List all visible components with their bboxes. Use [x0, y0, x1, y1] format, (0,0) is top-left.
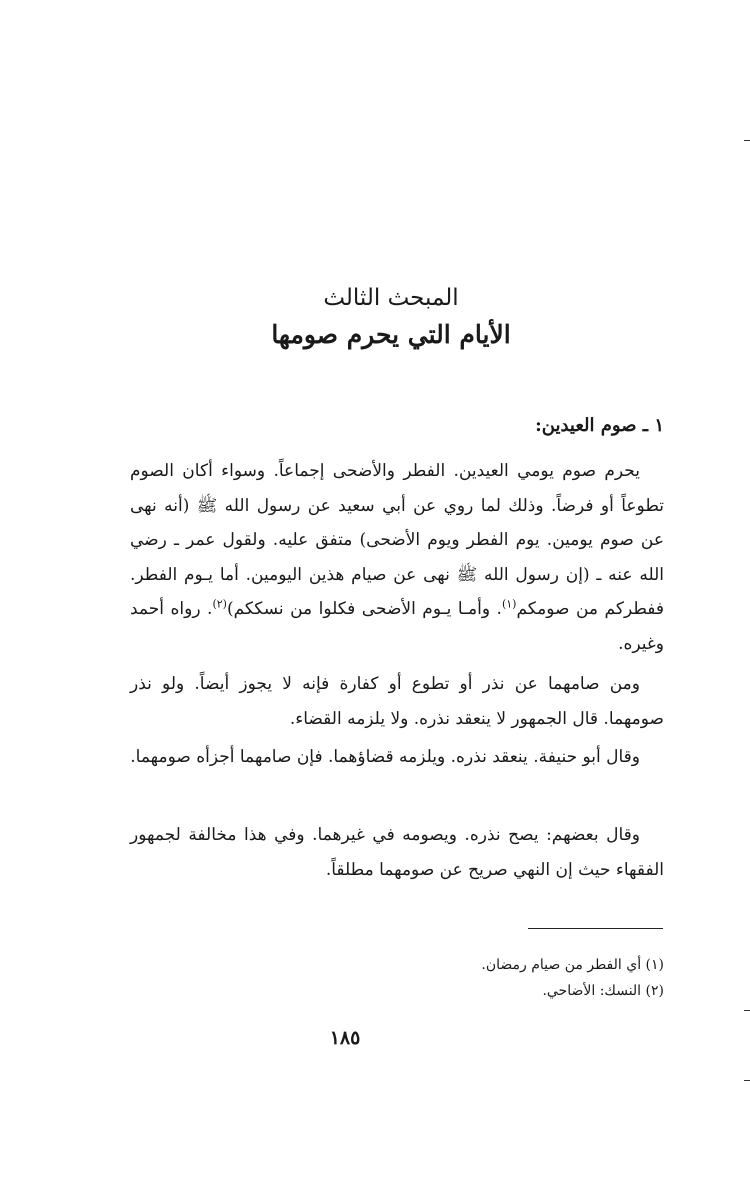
paragraph-1-text-b: . وأمـا يـوم الأضحى فكلوا من نسككم)	[226, 599, 502, 619]
scan-edge-mark	[744, 1080, 750, 1081]
paragraph-4-text: وقال بعضهم: يصح نذره. ويصومه في غيرهما. وفي هذا مخالفة لجمهور الفقهاء حيث إن النهي صريح عن صومهما مطلقاً.	[130, 825, 664, 880]
chapter-title: الأيام التي يحرم صومها	[271, 320, 511, 349]
paragraph-1	[130, 454, 664, 661]
footnote-divider	[528, 928, 663, 929]
footnote-2: (٢) النسك: الأضاحي.	[542, 983, 664, 999]
footnotes	[481, 952, 664, 1004]
paragraph-1-text-a: يحرم صوم يومي العيدين. الفطر والأضحى إجماعاً. وسواء أكان الصوم تطوعاً أو فرضاً. وذلك لما روي عن أبي سعيد عن رسول الله ﷺ (أنه نهى عن صوم يومين. يوم الفطر ويوم الأضحى) متفق عليه. ولقول عمر ـ رضي الله عنه ـ (إن رسول الله ﷺ نهى عن صيام هذين اليومين. أما يـوم الفطر. ففطركم من صومكم	[130, 461, 664, 619]
scan-edge-mark	[744, 140, 750, 141]
paragraph-2-text: ومن صامهما عن نذر أو تطوع أو كفارة فإنه لا يجوز أيضاً. ولو نذر صومهما. قال الجمهور لا ينعقد نذره. ولا يلزمه القضاء.	[130, 674, 664, 729]
footnote-1: (١) أي الفطر من صيام رمضان.	[481, 957, 664, 973]
paragraph-3	[130, 740, 664, 775]
paragraph-1-text-c: . رواه أحمد وغيره.	[130, 599, 664, 654]
page-number: ١٨٥	[329, 1027, 361, 1049]
subsection-heading: ١ ـ صوم العيدين:	[535, 415, 664, 436]
footnote-ref-2: (٢)	[212, 597, 227, 611]
chapter-label: المبحث الثالث	[323, 285, 459, 311]
paragraph-3-text: وقال أبو حنيفة. ينعقد نذره. ويلزمه قضاؤهما. فإن صامهما أجزأه صومهما.	[130, 747, 640, 767]
scan-edge-mark	[744, 1010, 750, 1011]
paragraph-4	[130, 818, 664, 887]
paragraph-2	[130, 667, 664, 736]
footnote-ref-1: (١)	[501, 597, 517, 611]
